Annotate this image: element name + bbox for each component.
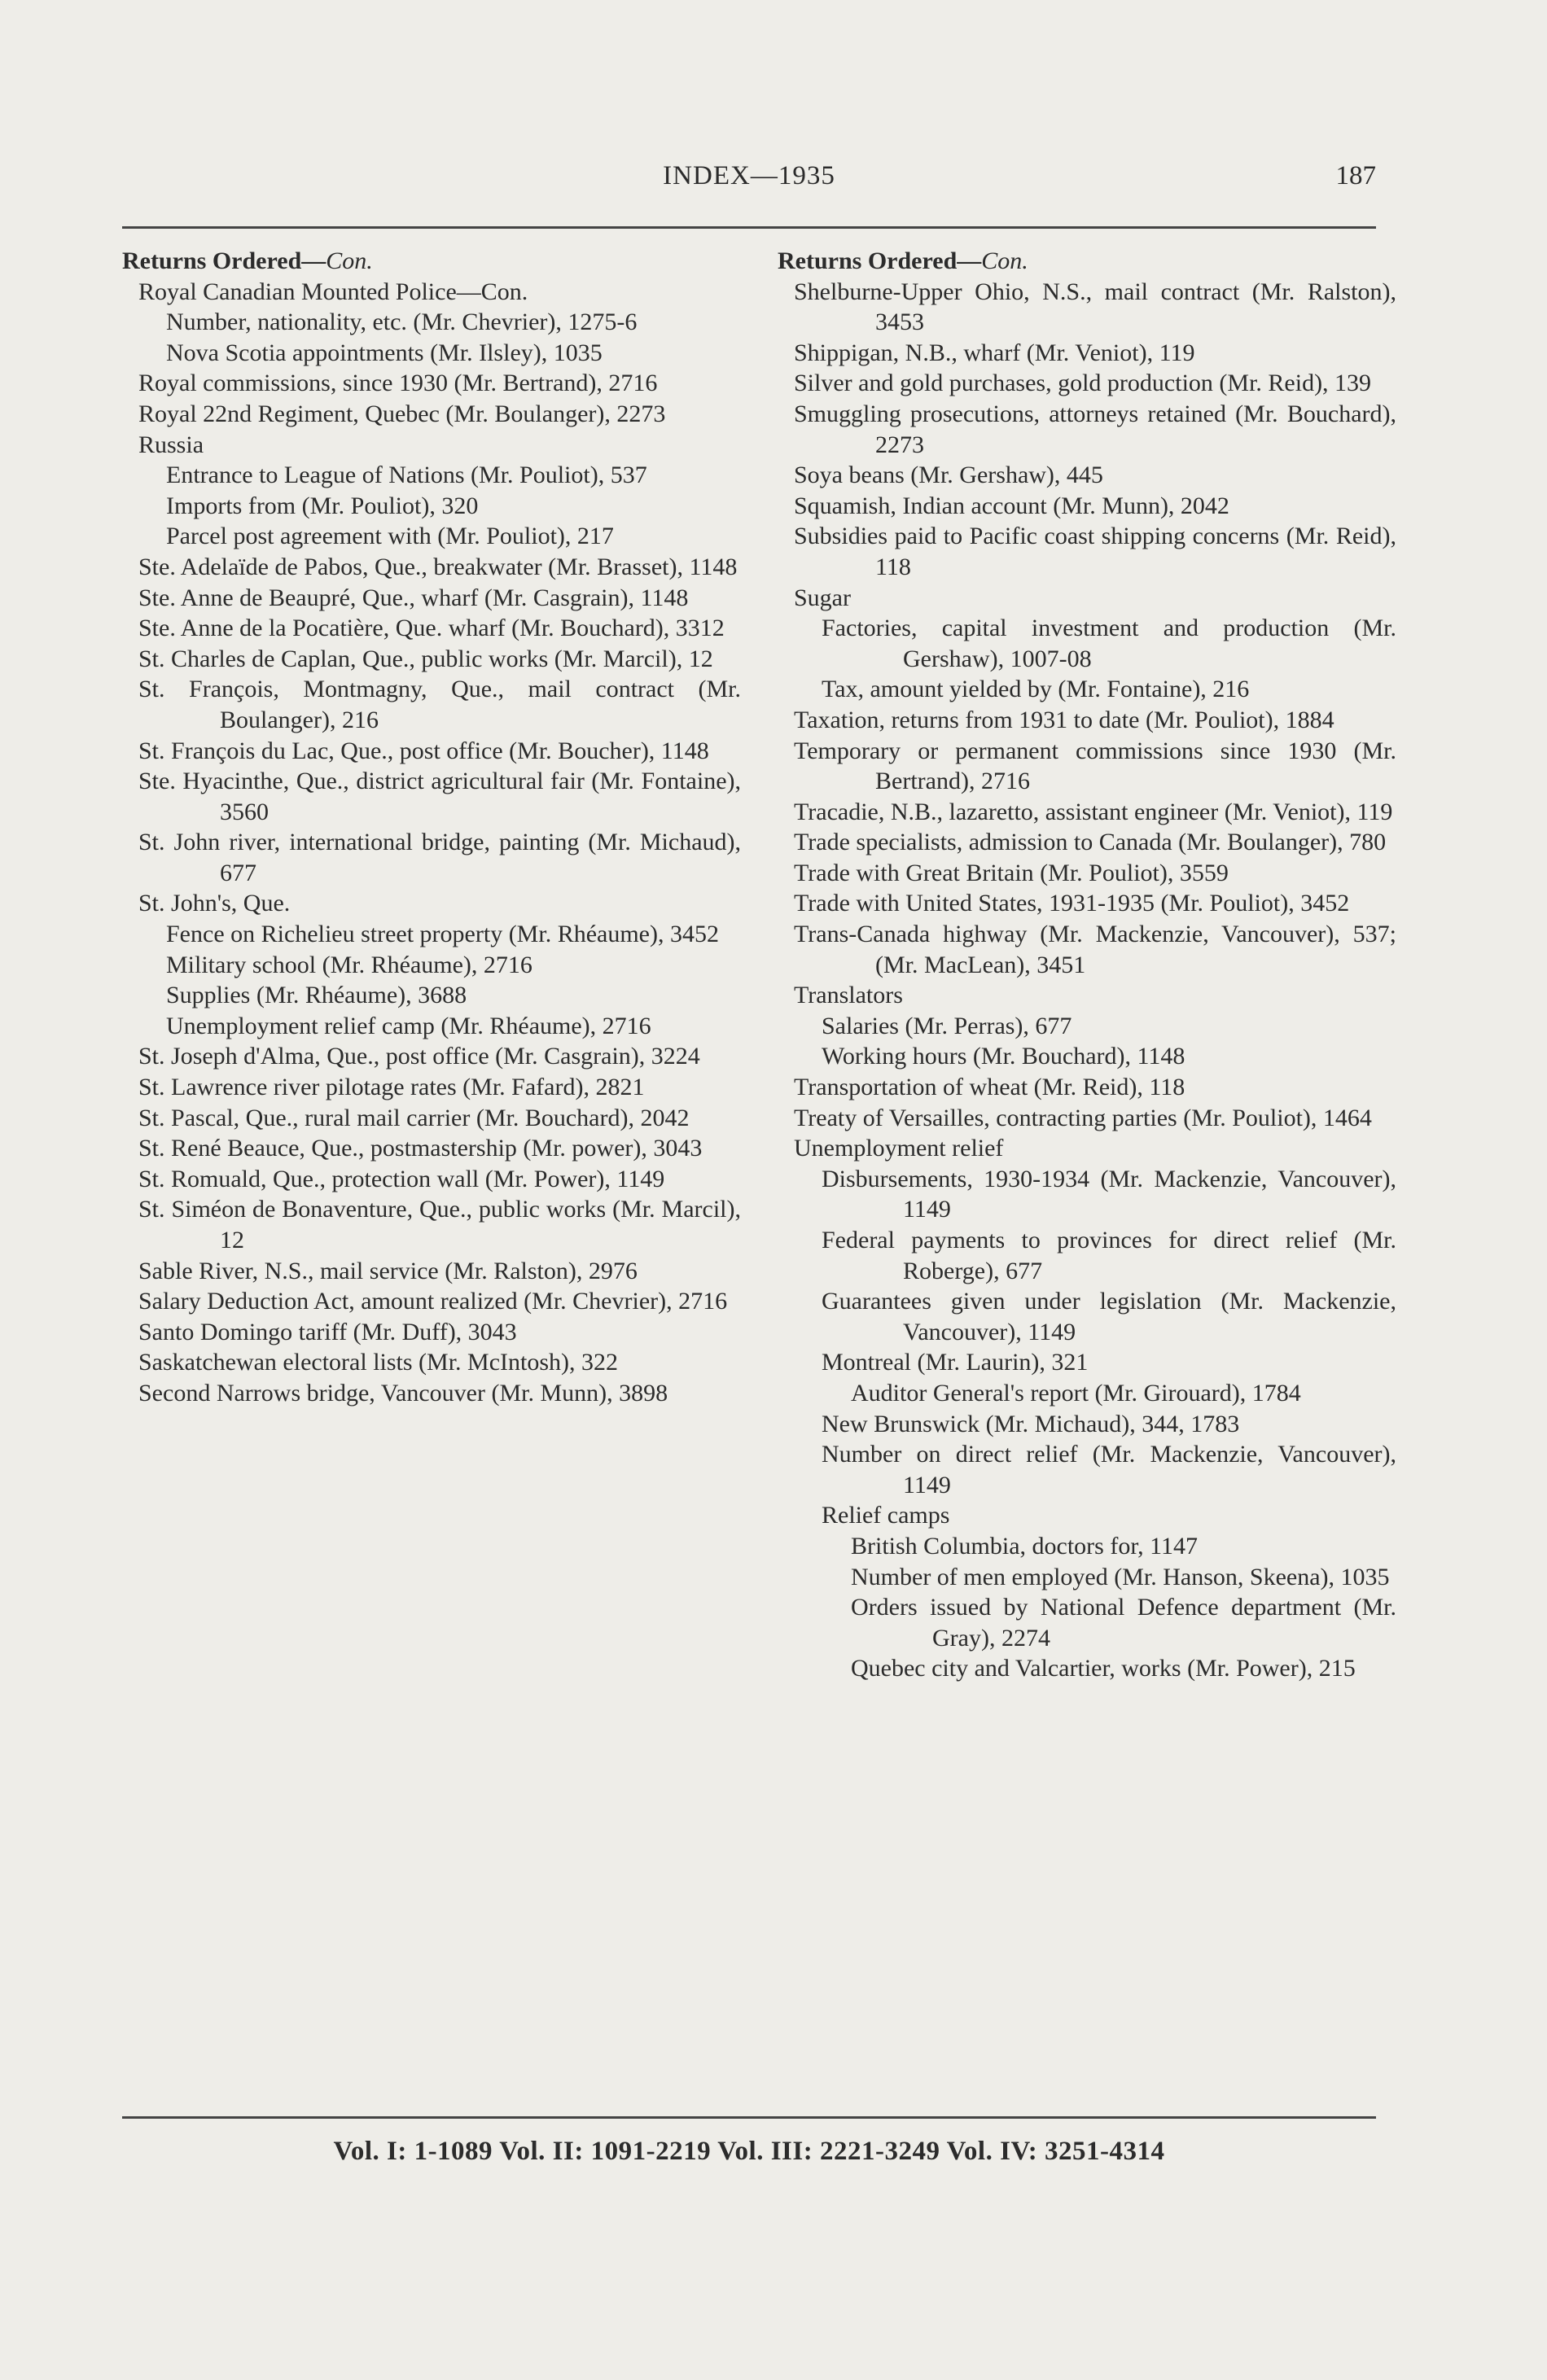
index-entry	[778, 1164, 1396, 1225]
entry-text: St. John river, international bridge, painting (Mr. Michaud), 677	[138, 829, 741, 886]
index-entry	[122, 950, 741, 981]
index-entry	[778, 1072, 1396, 1103]
index-entry	[778, 1531, 1396, 1562]
index-heading	[778, 246, 1396, 277]
index-entry	[778, 1347, 1396, 1378]
index-entry	[122, 307, 741, 338]
entry-text: Treaty of Versailles, contracting parties (Mr. Pouliot), 1464	[794, 1104, 1372, 1131]
entry-text: Quebec city and Valcartier, works (Mr. Power), 215	[851, 1655, 1356, 1682]
index-entry	[778, 705, 1396, 736]
left-column	[122, 246, 741, 1409]
continued-marker: Con.	[326, 247, 373, 274]
entry-text: Guarantees given under legislation (Mr. Mackenzie, Vancouver), 1149	[822, 1288, 1396, 1345]
entry-text: Shelburne-Upper Ohio, N.S., mail contract (Mr. Ralston), 3453	[794, 278, 1396, 336]
index-entry	[778, 1500, 1396, 1531]
index-entry	[778, 1041, 1396, 1072]
index-entry	[778, 1286, 1396, 1347]
entry-text: St. Lawrence river pilotage rates (Mr. Fafard), 2821	[138, 1074, 645, 1101]
index-entry	[778, 1439, 1396, 1500]
entry-text: Trade with United States, 1931-1935 (Mr. Pouliot), 3452	[794, 890, 1350, 917]
index-entry	[122, 1011, 741, 1042]
entry-text: Nova Scotia appointments (Mr. Ilsley), 1035	[166, 339, 603, 366]
entry-text: Transportation of wheat (Mr. Reid), 118	[794, 1074, 1185, 1101]
index-entry	[778, 1592, 1396, 1653]
index-entry	[778, 583, 1396, 614]
index-entry	[122, 674, 741, 735]
index-entry	[122, 736, 741, 767]
index-entry	[122, 827, 741, 888]
entry-text: Disbursements, 1930-1934 (Mr. Mackenzie, Vancouver), 1149	[822, 1165, 1396, 1223]
index-entry	[122, 430, 741, 461]
index-entry	[122, 583, 741, 614]
entry-text: Factories, capital investment and production (Mr. Gershaw), 1007-08	[822, 615, 1396, 672]
volume-footer: Vol. I: 1-1089 Vol. II: 1091-2219 Vol. III: 2221-3249 Vol. IV: 3251-4314	[333, 2137, 1165, 2166]
entry-text: Imports from (Mr. Pouliot), 320	[166, 492, 479, 519]
entry-text: Returns Ordered—	[778, 247, 982, 274]
index-entry	[122, 552, 741, 583]
index-entry	[122, 368, 741, 399]
entry-text: Number, nationality, etc. (Mr. Chevrier), 1275-6	[166, 308, 638, 336]
entry-text: Squamish, Indian account (Mr. Munn), 2042	[794, 492, 1229, 519]
entry-text: Fence on Richelieu street property (Mr. Rhéaume), 3452	[166, 921, 719, 948]
entry-text: Soya beans (Mr. Gershaw), 445	[794, 462, 1103, 489]
entry-text: St. Romuald, Que., protection wall (Mr. Power), 1149	[138, 1165, 665, 1192]
entry-text: Subsidies paid to Pacific coast shipping concerns (Mr. Reid), 118	[794, 523, 1396, 580]
index-entry	[122, 1317, 741, 1348]
entry-text: Entrance to League of Nations (Mr. Pouliot), 537	[166, 462, 647, 489]
entry-text: Relief camps	[822, 1502, 950, 1529]
index-entry	[122, 644, 741, 675]
continued-marker: Con.	[981, 247, 1028, 274]
index-entry	[122, 1072, 741, 1103]
entry-text: St. John's, Que.	[138, 890, 291, 917]
index-entry	[122, 766, 741, 827]
index-entry	[778, 1225, 1396, 1286]
entry-text: Military school (Mr. Rhéaume), 2716	[166, 951, 532, 978]
entry-text: Royal Canadian Mounted Police—Con.	[138, 278, 528, 305]
index-entry	[122, 399, 741, 430]
entry-text: St. François, Montmagny, Que., mail contract (Mr. Boulanger), 216	[138, 676, 741, 733]
entry-text: St. Charles de Caplan, Que., public works (Mr. Marcil), 12	[138, 645, 713, 672]
entry-text: Silver and gold purchases, gold production (Mr. Reid), 139	[794, 370, 1372, 397]
index-entry	[778, 521, 1396, 582]
index-entry	[778, 888, 1396, 919]
entry-text: Shippigan, N.B., wharf (Mr. Veniot), 119	[794, 339, 1195, 366]
entry-text: Ste. Anne de Beaupré, Que., wharf (Mr. Casgrain), 1148	[138, 584, 689, 611]
entry-text: Royal 22nd Regiment, Quebec (Mr. Boulanger), 2273	[138, 400, 666, 427]
index-entry	[778, 491, 1396, 522]
index-entry	[778, 827, 1396, 858]
entry-text: Ste. Hyacinthe, Que., district agricultural fair (Mr. Fontaine), 3560	[138, 768, 741, 825]
index-entry	[122, 888, 741, 919]
index-entry	[122, 1378, 741, 1409]
entry-text: Sable River, N.S., mail service (Mr. Ralston), 2976	[138, 1257, 638, 1284]
entry-text: Trans-Canada highway (Mr. Mackenzie, Vancouver), 537; (Mr. MacLean), 3451	[794, 921, 1396, 978]
entry-text: St. Siméon de Bonaventure, Que., public works (Mr. Marcil), 12	[138, 1196, 741, 1253]
index-entry	[778, 460, 1396, 491]
entry-text: St. Joseph d'Alma, Que., post office (Mr. Casgrain), 3224	[138, 1043, 700, 1070]
index-entry	[122, 919, 741, 950]
index-heading	[122, 246, 741, 277]
page-number: 187	[1335, 161, 1376, 190]
entry-text: Orders issued by National Defence department (Mr. Gray), 2274	[851, 1594, 1396, 1652]
entry-text: Santo Domingo tariff (Mr. Duff), 3043	[138, 1318, 517, 1345]
entry-text: British Columbia, doctors for, 1147	[851, 1532, 1198, 1560]
index-entry	[778, 797, 1396, 828]
entry-text: Unemployment relief camp (Mr. Rhéaume), 2716	[166, 1012, 651, 1039]
entry-text: Russia	[138, 431, 204, 458]
entry-text: Saskatchewan electoral lists (Mr. McIntosh), 322	[138, 1349, 619, 1376]
index-entry	[122, 1286, 741, 1317]
index-entry	[778, 399, 1396, 460]
index-entry	[778, 1103, 1396, 1134]
header-rule	[122, 226, 1376, 229]
index-entry	[122, 338, 741, 369]
index-entry	[122, 491, 741, 522]
entry-text: Salary Deduction Act, amount realized (Mr. Chevrier), 2716	[138, 1288, 728, 1315]
index-entry	[778, 277, 1396, 338]
entry-text: Tracadie, N.B., lazaretto, assistant engineer (Mr. Veniot), 119	[794, 798, 1393, 825]
index-entry	[122, 1103, 741, 1134]
entry-text: Returns Ordered—	[122, 247, 326, 274]
entry-text: Salaries (Mr. Perras), 677	[822, 1012, 1072, 1039]
entry-text: Parcel post agreement with (Mr. Pouliot), 217	[166, 523, 614, 550]
index-entry	[778, 1653, 1396, 1684]
entry-text: Auditor General's report (Mr. Girouard), 1784	[851, 1379, 1301, 1407]
entry-text: St. Pascal, Que., rural mail carrier (Mr. Bouchard), 2042	[138, 1104, 690, 1131]
entry-text: Number of men employed (Mr. Hanson, Skeena), 1035	[851, 1563, 1390, 1590]
footer-rule	[122, 2116, 1376, 2119]
entry-text: Sugar	[794, 584, 851, 611]
entry-text: Ste. Anne de la Pocatière, Que. wharf (Mr. Bouchard), 3312	[138, 615, 725, 642]
entry-text: Ste. Adelaïde de Pabos, Que., breakwater (Mr. Brasset), 1148	[138, 553, 738, 580]
entry-text: Taxation, returns from 1931 to date (Mr. Pouliot), 1884	[794, 706, 1334, 733]
index-entry	[778, 1378, 1396, 1409]
index-entry	[122, 521, 741, 552]
entry-text: Royal commissions, since 1930 (Mr. Bertrand), 2716	[138, 370, 658, 397]
index-entry	[778, 919, 1396, 980]
entry-text: Unemployment relief	[794, 1135, 1004, 1162]
entry-text: Tax, amount yielded by (Mr. Fontaine), 216	[822, 676, 1250, 703]
index-entry	[778, 1409, 1396, 1440]
entry-text: Trade with Great Britain (Mr. Pouliot), 3559	[794, 859, 1229, 886]
index-entry	[122, 460, 741, 491]
index-entry	[122, 277, 741, 308]
index-entry	[778, 1562, 1396, 1593]
index-entry	[122, 1256, 741, 1287]
index-entry	[778, 858, 1396, 889]
running-header	[122, 161, 1376, 202]
entry-text: New Brunswick (Mr. Michaud), 344, 1783	[822, 1410, 1240, 1437]
index-entry	[778, 338, 1396, 369]
entry-text: St. François du Lac, Que., post office (Mr. Boucher), 1148	[138, 737, 709, 764]
index-entry	[122, 980, 741, 1011]
entry-text: Temporary or permanent commissions since 1930 (Mr. Bertrand), 2716	[794, 737, 1396, 795]
page-title: INDEX—1935	[663, 161, 835, 190]
index-entry	[122, 1041, 741, 1072]
entry-text: Translators	[794, 982, 903, 1009]
index-entry	[778, 368, 1396, 399]
index-entry	[122, 1194, 741, 1255]
entry-text: Second Narrows bridge, Vancouver (Mr. Munn), 3898	[138, 1379, 668, 1407]
index-entry	[122, 1164, 741, 1195]
index-entry	[778, 613, 1396, 674]
index-entry	[778, 736, 1396, 797]
entry-text: Federal payments to provinces for direct relief (Mr. Roberge), 677	[822, 1227, 1396, 1284]
entry-text: Supplies (Mr. Rhéaume), 3688	[166, 982, 467, 1009]
index-entry	[778, 1011, 1396, 1042]
index-entry	[122, 1133, 741, 1164]
index-entry	[122, 1347, 741, 1378]
index-entry	[778, 674, 1396, 705]
entry-text: Smuggling prosecutions, attorneys retained (Mr. Bouchard), 2273	[794, 400, 1396, 458]
entry-text: St. René Beauce, Que., postmastership (Mr. power), 3043	[138, 1135, 703, 1162]
entry-text: Working hours (Mr. Bouchard), 1148	[822, 1043, 1185, 1070]
entry-text: Montreal (Mr. Laurin), 321	[822, 1349, 1089, 1376]
entry-text: Number on direct relief (Mr. Mackenzie, Vancouver), 1149	[822, 1441, 1396, 1498]
index-entry	[778, 980, 1396, 1011]
right-column	[778, 246, 1396, 1684]
index-entry	[778, 1133, 1396, 1164]
entry-text: Trade specialists, admission to Canada (Mr. Boulanger), 780	[794, 829, 1387, 856]
index-entry	[122, 613, 741, 644]
